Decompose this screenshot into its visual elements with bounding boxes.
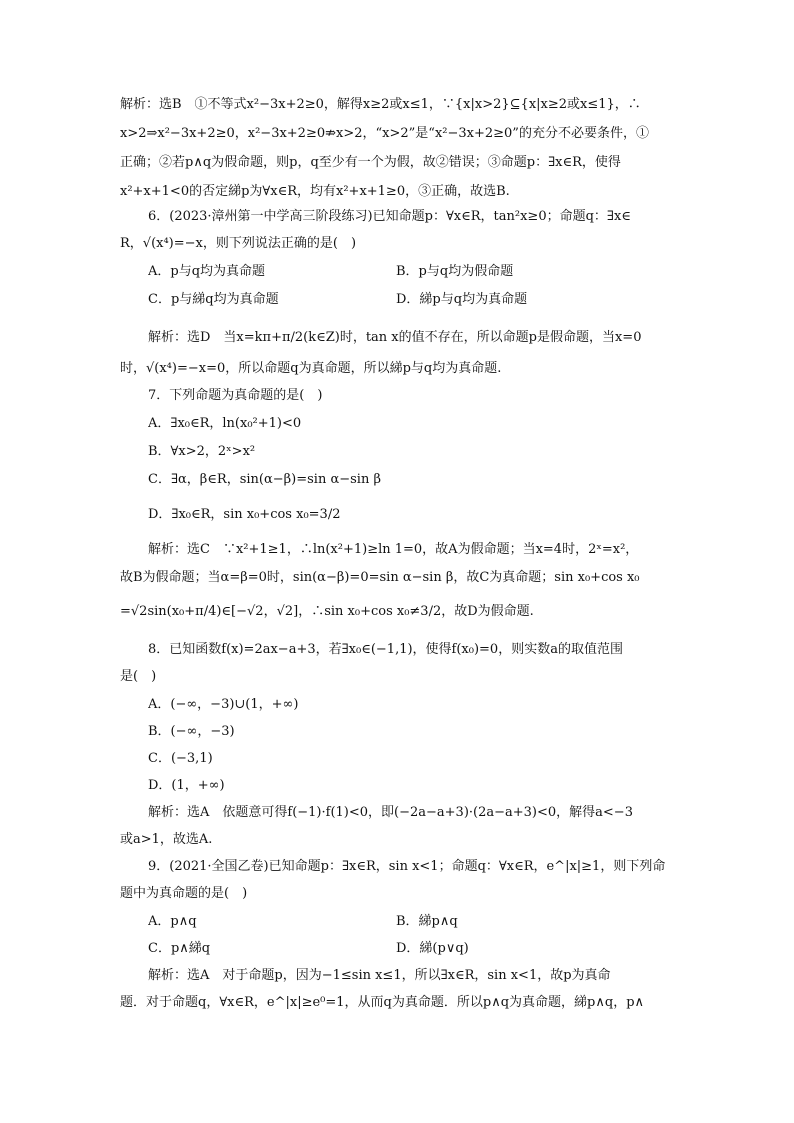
question-6-option-c: C．p与綈q均为真命题: [148, 292, 279, 307]
question-8-option-a: A．(−∞，−3)∪(1，+∞): [148, 697, 299, 712]
question-9-option-a: A．p∧q: [148, 914, 197, 929]
question-7-option-c: C．∃α，β∈R，sin(α−β)=sin α−sin β: [148, 472, 381, 487]
question-6-option-a: A．p与q均为真命题: [148, 264, 266, 279]
question-6-option-b: B．p与q均为假命题: [396, 264, 514, 279]
question-9-option-d: D．綈(p∨q): [396, 941, 469, 956]
question-8-option-d: D．(1，+∞): [148, 778, 225, 793]
question-9-option-c: C．p∧綈q: [148, 941, 211, 956]
solution-5-line-1: 解析：选B ①不等式x²−3x+2≥0，解得x≥2或x≤1，∵{x|x>2}⊆{x|x≥2或x≤1}，∴: [120, 97, 641, 112]
question-8-stem-line-1: 8．已知函数f(x)=2ax−a+3，若∃x₀∈(−1,1)，使得f(x₀)=0，则实数a的取值范围: [148, 642, 623, 657]
question-9-option-b: B．綈p∧q: [396, 914, 458, 929]
solution-6-line-2: 时，√(x⁴)=−x=0，所以命题q为真命题，所以綈p与q均为真命题.: [120, 361, 502, 376]
solution-7-line-3: =√2sin(x₀+π/4)∈[−√2，√2]，∴sin x₀+cos x₀≠3/2，故D为假命题.: [120, 604, 534, 619]
solution-5-line-4: x²+x+1<0的否定綈p为∀x∈R，均有x²+x+1≥0，③正确，故选B.: [120, 184, 510, 199]
question-7-stem: 7．下列命题为真命题的是( ): [148, 388, 323, 403]
question-6-stem-line-2: R，√(x⁴)=−x，则下列说法正确的是( ): [120, 236, 357, 251]
question-8-option-b: B．(−∞，−3): [148, 724, 235, 739]
question-8-stem-line-2: 是( ): [120, 669, 157, 684]
question-7-option-a: A．∃x₀∈R，ln(x₀²+1)<0: [148, 416, 302, 431]
solution-9-line-1: 解析：选A 对于命题p，因为−1≤sin x≤1，所以∃x∈R，sin x<1，故p为真命: [148, 968, 611, 983]
question-6-option-d: D．綈p与q均为真命题: [396, 292, 528, 307]
solution-5-line-3: 正确；②若p∧q为假命题，则p，q至少有一个为假，故②错误；③命题p：∃x∈R，使得: [120, 155, 621, 170]
solution-9-line-2: 题．对于命题q，∀x∈R，e^|x|≥e⁰=1，从而q为真命题．所以p∧q为真命题，綈p∧q，p∧: [120, 995, 645, 1010]
solution-8-line-1: 解析：选A 依题意可得f(−1)·f(1)<0，即(−2a−a+3)·(2a−a+3)<0，解得a<−3: [148, 805, 633, 820]
solution-5-line-2: x>2⇒x²−3x+2≥0，x²−3x+2≥0⇏x>2，“x>2”是“x²−3x+2≥0”的充分不必要条件，①: [120, 126, 649, 141]
solution-8-line-2: 或a>1，故选A.: [120, 832, 213, 847]
question-7-option-b: B．∀x>2，2ˣ>x²: [148, 444, 256, 459]
question-6-stem-line-1: 6．(2023·漳州第一中学高三阶段练习)已知命题p：∀x∈R，tan²x≥0；命题q：∃x∈: [148, 209, 631, 224]
solution-7-line-2: 故B为假命题；当α=β=0时，sin(α−β)=0=sin α−sin β，故C为真命题；sin x₀+cos x₀: [120, 570, 640, 585]
question-9-stem-line-1: 9．(2021·全国乙卷)已知命题p：∃x∈R，sin x<1；命题q：∀x∈R，e^|x|≥1，则下列命: [148, 859, 666, 874]
question-8-option-c: C．(−3,1): [148, 751, 213, 766]
solution-6-line-1: 解析：选D 当x=kπ+π/2(k∈Z)时，tan x的值不存在，所以命题p是假命题，当x=0: [148, 330, 642, 345]
question-9-stem-line-2: 题中为真命题的是( ): [120, 886, 248, 901]
question-7-option-d: D．∃x₀∈R，sin x₀+cos x₀=3/2: [148, 507, 341, 522]
solution-7-line-1: 解析：选C ∵x²+1≥1，∴ln(x²+1)≥ln 1=0，故A为假命题；当x=4时，2ˣ=x²，: [148, 542, 639, 557]
